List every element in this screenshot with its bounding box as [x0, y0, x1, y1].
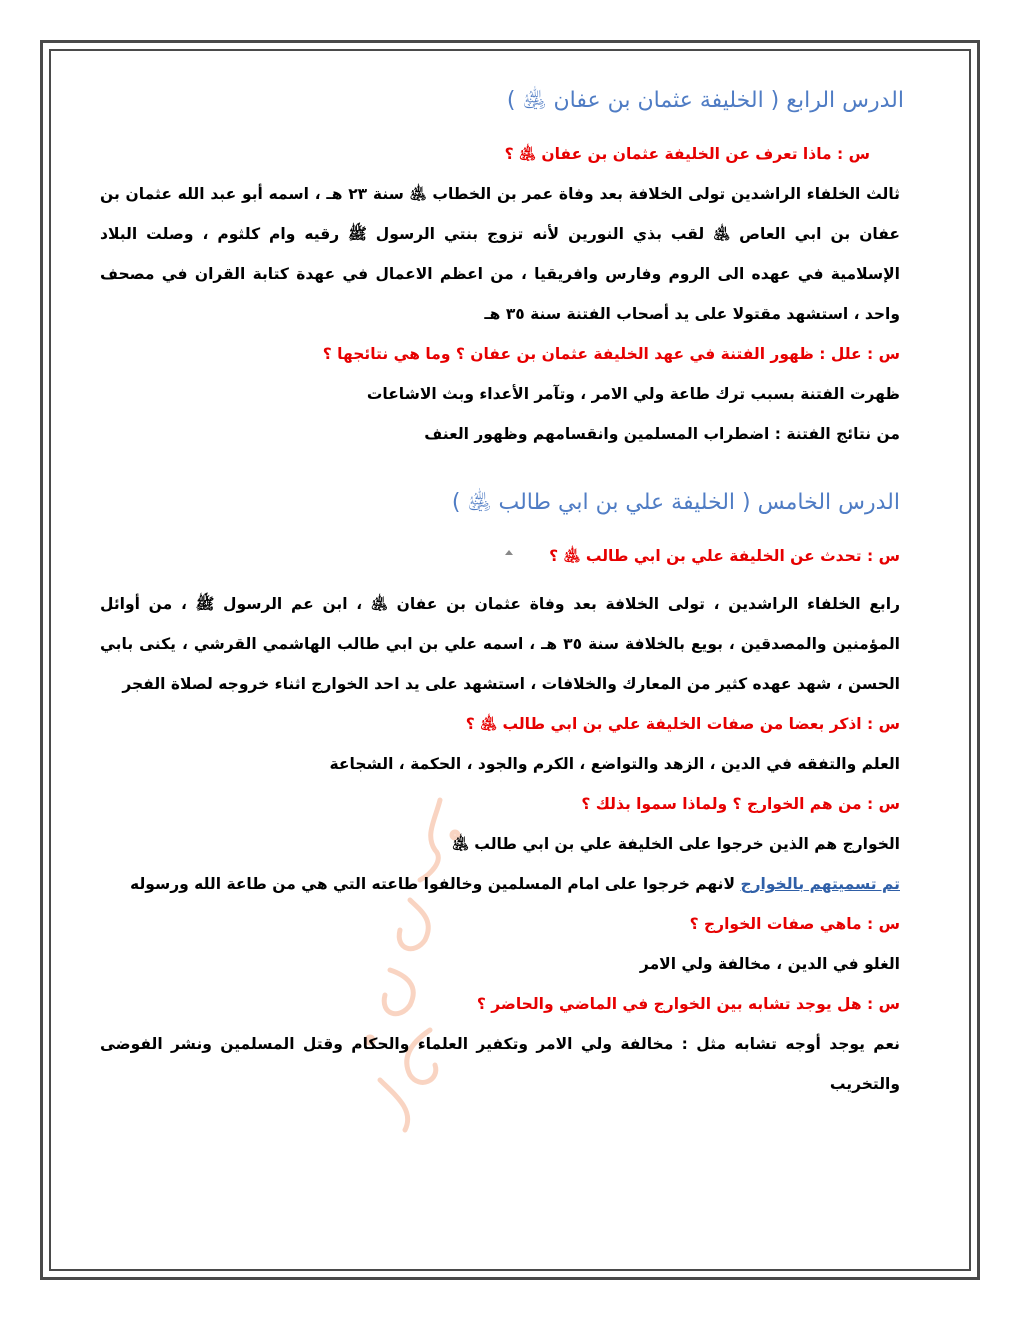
lesson4-answer-1: ثالث الخلفاء الراشدين تولى الخلافة بعد وفاة عمر بن الخطاب ﵁ سنة ٢٣ هـ ، اسمه أبو عبد الله عثمان بن عفان بن ابي العاص ﵁ لقب بذي النورين لأنه تزوج بنتي الرسول ﷺ رقيه وام كلثوم ، وصلت البلاد الإسلامية في عهده الى الروم وفارس وافريقيا ، من اعظم الاعمال في عهدة كتابة القران في مصحف واحد ، استشهد مقتولا على يد أصحاب الفتنة سنة ٣٥ هـ — [100, 185, 900, 323]
lesson5-answer-3-line2 — [100, 864, 900, 904]
lesson5-answer-1: رابع الخلفاء الراشدين ، تولى الخلافة بعد وفاة عثمان بن عفان ﵁ ، ابن عم الرسول ﷺ ، من أوائل المؤمنين والمصدقين ، بويع بالخلافة سنة ٣٥ هـ ، اسمه علي بن ابي طالب الهاشمي القرشي ، يكنى بابي الحسن ، شهد عهده كثير من المعارك والخلافات ، استشهد على يد احد الخوارج اثناء خروجه لصلاة الفجر — [100, 595, 900, 693]
lesson4-answer-2-line1: ظهرت الفتنة بسبب ترك طاعة ولي الامر ، وتآمر الأعداء وبث الاشاعات — [366, 385, 900, 403]
lesson5-question-2: س : اذكر بعضا من صفات الخليفة علي بن ابي طالب ﵁ ؟ — [465, 715, 900, 733]
lesson4-question-2: س : علل : ظهور الفتنة في عهد الخليفة عثمان بن عفان ؟ وما هي نتائجها ؟ — [322, 345, 900, 363]
lesson5-question-3: س : من هم الخوارج ؟ ولماذا سموا بذلك ؟ — [581, 795, 900, 813]
khawarij-naming-link[interactable]: تم تسميتهم بالخوارج — [740, 875, 900, 893]
document-body — [100, 78, 904, 1104]
lesson5-question-5: س : هل يوجد تشابه بين الخوارج في الماضي والحاضر ؟ — [476, 995, 900, 1013]
lesson5-title: الدرس الخامس ( الخليفة علي بن ابي طالب ﵁ ) — [451, 490, 900, 515]
lesson4-title: الدرس الرابع ( الخليفة عثمان بن عفان ﵁ ) — [506, 88, 904, 113]
lesson5-answer-5: نعم يوجد أوجه تشابه مثل : مخالفة ولي الامر وتكفير العلماء والحكام وقتل المسلمين ونشر الفوضى والتخريب — [100, 1035, 900, 1093]
lesson5-answer-2: العلم والتفقه في الدين ، الزهد والتواضع ، الكرم والجود ، الحكمة ، الشجاعة — [329, 755, 900, 773]
section-spacer — [100, 454, 900, 480]
lesson4-answer-2-line2: من نتائج الفتنة : اضطراب المسلمين وانقسامهم وظهور العنف — [424, 425, 900, 443]
khawarij-naming-rest: لانهم خرجوا على امام المسلمين وخالفوا طاعته التي هي من طاعة الله ورسوله — [130, 875, 741, 893]
lesson5-question-1: س : تحدث عن الخليفة علي بن ابي طالب ﵁ ؟ — [549, 547, 900, 565]
lesson5-answer-3-line1: الخوارج هم الذين خرجوا على الخليفة علي بن ابي طالب ﵁ — [451, 835, 900, 853]
lesson5-answer-4: الغلو في الدين ، مخالفة ولي الامر — [639, 955, 900, 973]
spacer — [100, 576, 900, 584]
lesson4-question-1: س : ماذا تعرف عن الخليفة عثمان بن عفان ﵁ ؟ — [504, 145, 870, 163]
lesson5-question-4: س : ماهي صفات الخوارج ؟ — [689, 915, 900, 933]
